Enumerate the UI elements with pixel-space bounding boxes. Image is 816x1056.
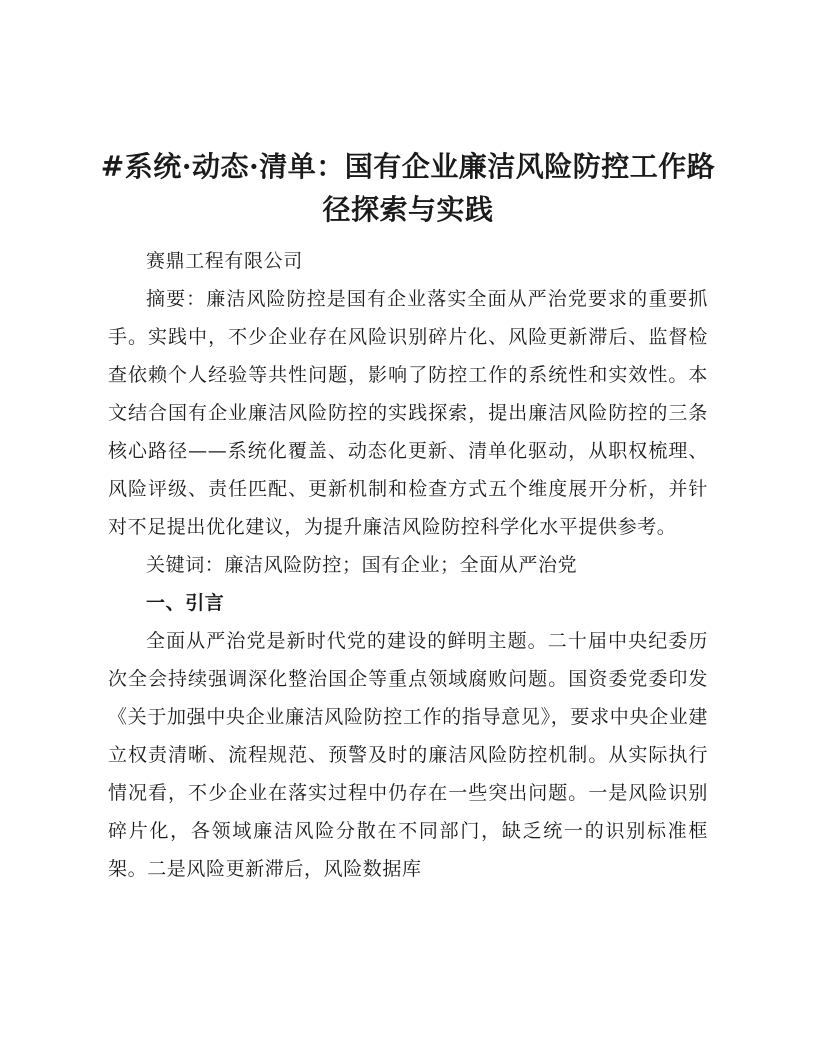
document-title: #系统·动态·清单：国有企业廉洁风险防控工作路径探索与实践 bbox=[100, 150, 716, 226]
abstract-paragraph: 摘要：廉洁风险防控是国有企业落实全面从严治党要求的重要抓手。实践中，不少企业存在风险识别碎片化、风险更新滞后、监督检查依赖个人经验等共性问题，影响了防控工作的系统性和实效性。本文结合国有企业廉洁风险防控的实践探索，提出廉洁风险防控的三条核心路径——系统化覆盖、动态化更新、清单化驱动，从职权梳理、风险评级、责任匹配、更新机制和检查方式五个维度展开分析，并针对不足提出优化建议，为提升廉洁风险防控科学化水平提供参考。 bbox=[108, 288, 708, 538]
keywords-line: 关键词：廉洁风险防控；国有企业；全面从严治党 bbox=[146, 554, 578, 576]
company-name: 赛鼎工程有限公司 bbox=[146, 250, 303, 272]
document-body bbox=[108, 242, 708, 888]
introduction-paragraph: 全面从严治党是新时代党的建设的鲜明主题。二十届中央纪委历次全会持续强调深化整治国企等重点领域腐败问题。国资委党委印发《关于加强中央企业廉洁风险防控工作的指导意见》，要求中央企业建立权责清晰、流程规范、预警及时的廉洁风险防控机制。从实际执行情况看，不少企业在落实过程中仍存在一些突出问题。一是风险识别碎片化，各领域廉洁风险分散在不同部门，缺乏统一的识别标准框架。二是风险更新滞后，风险数据库 bbox=[108, 630, 708, 880]
section-heading-introduction: 一、引言 bbox=[146, 592, 225, 614]
